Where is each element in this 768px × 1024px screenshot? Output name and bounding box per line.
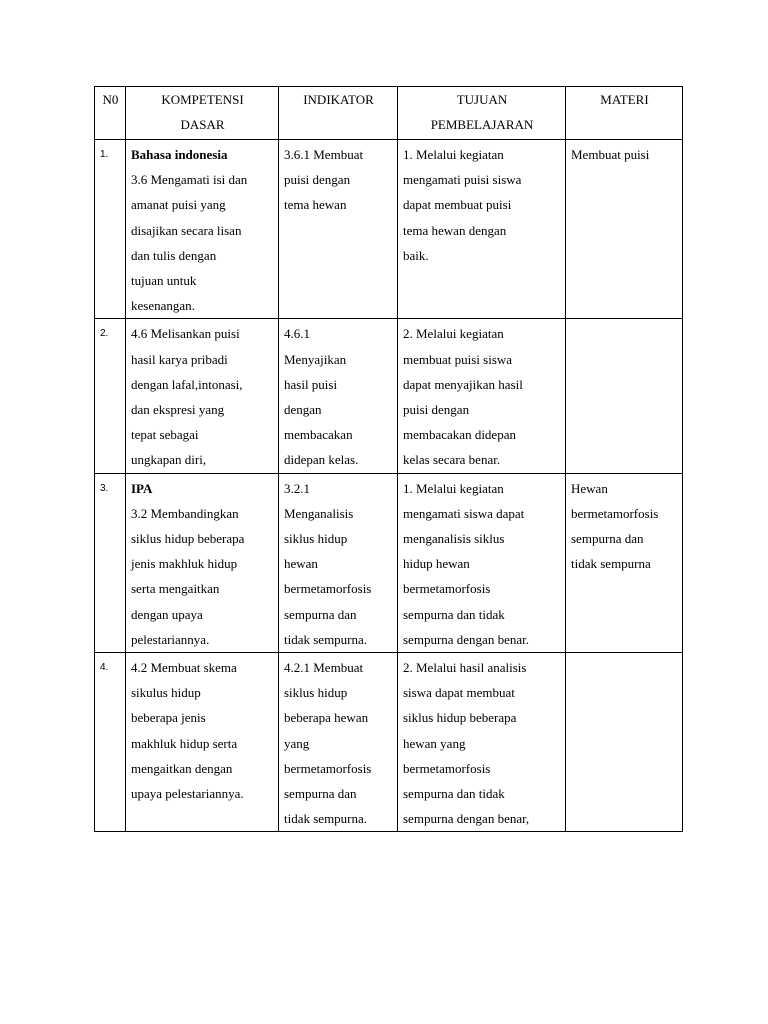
table-row xyxy=(95,140,683,319)
cell-text-line: sempurna dan xyxy=(284,786,357,802)
cell-text-line: tema hewan xyxy=(284,197,347,213)
row-number: 3. xyxy=(95,473,126,652)
cell-text-line: Menyajikan xyxy=(284,351,347,367)
cell-text-line: sempurna dan xyxy=(284,606,357,622)
tujuan-cell xyxy=(398,653,566,832)
cell-text-line: yang xyxy=(284,735,310,751)
cell-text-line: dan ekspresi yang xyxy=(131,402,225,418)
cell-text-line: upaya pelestariannya. xyxy=(131,786,244,802)
cell-text-line: DASAR xyxy=(180,117,225,132)
cell-text-line: tema hewan dengan xyxy=(403,222,507,238)
materi-cell xyxy=(566,319,683,473)
subject-label: Bahasa indonesia xyxy=(131,147,228,162)
cell-text-line: membuat puisi siswa xyxy=(403,351,513,367)
materi-cell xyxy=(566,140,683,319)
cell-text-line: bermetamorfosis xyxy=(403,760,491,776)
cell-text-line: ungkapan diri, xyxy=(131,452,207,468)
cell-text-line: sempurna dan tidak xyxy=(403,786,505,802)
table-row xyxy=(95,653,683,832)
cell-text-line: TUJUAN xyxy=(456,92,508,107)
cell-text-line: 2. Melalui hasil analisis xyxy=(403,660,527,676)
cell-text-line: 4.2 Membuat skema xyxy=(131,660,237,676)
cell-text-line: Hewan xyxy=(571,480,608,496)
cell-text-line: tidak sempurna xyxy=(571,556,651,572)
cell-text-line: 3.2 Membandingkan xyxy=(131,505,239,521)
cell-text-line: membacakan didepan xyxy=(403,427,516,443)
cell-text-line: mengamati puisi siswa xyxy=(403,172,522,188)
cell-text-line: 2. Melalui kegiatan xyxy=(403,326,504,342)
cell-text-line: beberapa hewan xyxy=(284,710,369,726)
cell-text-line: 4.2.1 Membuat xyxy=(284,660,364,676)
row-number: 1. xyxy=(95,140,126,319)
cell-text-line: baik. xyxy=(403,247,429,263)
cell-text-line: siswa dapat membuat xyxy=(403,685,515,701)
indikator-cell xyxy=(279,140,398,319)
cell-text-line: bermetamorfosis xyxy=(403,581,491,597)
cell-text-line: sikulus hidup xyxy=(131,685,201,701)
cell-text-line: 4.6.1 xyxy=(284,326,310,342)
row-number: 4. xyxy=(95,653,126,832)
cell-text-line: Membuat puisi xyxy=(571,147,650,162)
cell-text-line: siklus hidup beberapa xyxy=(131,531,245,547)
header-kompetensi-dasar xyxy=(126,87,279,140)
cell-text-line: dapat menyajikan hasil xyxy=(403,376,523,392)
cell-text-line: disajikan secara lisan xyxy=(131,222,242,238)
cell-text-line: Menganalisis xyxy=(284,505,354,521)
cell-text-line: siklus hidup xyxy=(284,685,348,701)
cell-text-line: 1. Melalui kegiatan xyxy=(403,480,504,496)
tujuan-cell xyxy=(398,473,566,652)
materi-cell xyxy=(566,653,683,832)
tujuan-cell xyxy=(398,140,566,319)
cell-text-line: INDIKATOR xyxy=(303,92,374,107)
table-row xyxy=(95,473,683,652)
indikator-cell xyxy=(279,653,398,832)
cell-text-line: KOMPETENSI xyxy=(161,92,244,107)
cell-text-line: kelas secara benar. xyxy=(403,452,501,468)
cell-text-line: didepan kelas. xyxy=(284,452,359,468)
header-no: N0 xyxy=(95,87,126,140)
kompetensi-dasar-cell xyxy=(126,653,279,832)
cell-text-line: bermetamorfosis xyxy=(284,760,372,776)
cell-text-line: hasil karya pribadi xyxy=(131,351,228,367)
cell-text-line: kesenangan. xyxy=(131,298,195,314)
cell-text-line: puisi dengan xyxy=(284,172,351,188)
cell-text-line: dengan xyxy=(284,402,322,418)
table-row xyxy=(95,319,683,473)
cell-text-line: dengan upaya xyxy=(131,606,203,622)
cell-text-line: bermetamorfosis xyxy=(571,505,659,521)
cell-text-line: mengaitkan dengan xyxy=(131,760,233,776)
cell-text-line: bermetamorfosis xyxy=(284,581,372,597)
cell-text-line: tujuan untuk xyxy=(131,273,197,289)
cell-text-line: 3.2.1 xyxy=(284,480,310,496)
cell-text-line: PEMBELAJARAN xyxy=(430,117,534,132)
cell-text-line: serta mengaitkan xyxy=(131,581,220,597)
cell-text-line: siklus hidup beberapa xyxy=(403,710,517,726)
cell-text-line: membacakan xyxy=(284,427,353,443)
subject-label: IPA xyxy=(131,480,153,496)
cell-text-line: sempurna dengan benar, xyxy=(403,811,530,827)
cell-text-line: puisi dengan xyxy=(403,402,470,418)
cell-text-line: 3.6 Mengamati isi dan xyxy=(131,172,248,188)
cell-text-line: tepat sebagai xyxy=(131,427,199,443)
tujuan-cell xyxy=(398,319,566,473)
cell-text-line: tidak sempurna. xyxy=(284,631,368,647)
cell-text-line: menganalisis siklus xyxy=(403,531,505,547)
cell-text-line: hewan yang xyxy=(403,735,466,751)
cell-text-line: dengan lafal,intonasi, xyxy=(131,376,243,392)
cell-text-line: 1. Melalui kegiatan xyxy=(403,147,504,162)
header-row xyxy=(95,87,683,140)
cell-text-line: pelestariannya. xyxy=(131,631,210,647)
cell-text-line: makhluk hidup serta xyxy=(131,735,238,751)
kompetensi-dasar-cell xyxy=(126,319,279,473)
cell-text-line: sempurna dengan benar. xyxy=(403,631,529,647)
cell-text-line: dan tulis dengan xyxy=(131,247,217,263)
cell-text-line: siklus hidup xyxy=(284,531,348,547)
lesson-plan-table xyxy=(94,86,683,832)
header-materi xyxy=(566,87,683,140)
cell-text-line: mengamati siswa dapat xyxy=(403,505,525,521)
cell-text-line: 4.6 Melisankan puisi xyxy=(131,326,240,342)
cell-text-line: beberapa jenis xyxy=(131,710,206,726)
kompetensi-dasar-cell xyxy=(126,473,279,652)
kompetensi-dasar-cell xyxy=(126,140,279,319)
indikator-cell xyxy=(279,319,398,473)
cell-text-line: hidup hewan xyxy=(403,556,470,572)
header-indikator xyxy=(279,87,398,140)
cell-text-line: MATERI xyxy=(600,92,649,107)
cell-text-line: sempurna dan tidak xyxy=(403,606,505,622)
cell-text-line: jenis makhluk hidup xyxy=(131,556,238,572)
cell-text-line: sempurna dan xyxy=(571,531,644,547)
header-tujuan-pembelajaran xyxy=(398,87,566,140)
indikator-cell xyxy=(279,473,398,652)
cell-text-line: amanat puisi yang xyxy=(131,197,226,213)
cell-text-line: tidak sempurna. xyxy=(284,811,368,827)
cell-text-line: 3.6.1 Membuat xyxy=(284,147,364,162)
row-number: 2. xyxy=(95,319,126,473)
cell-text-line: dapat membuat puisi xyxy=(403,197,512,213)
cell-text-line: hasil puisi xyxy=(284,376,338,392)
materi-cell xyxy=(566,473,683,652)
cell-text-line: hewan xyxy=(284,556,318,572)
